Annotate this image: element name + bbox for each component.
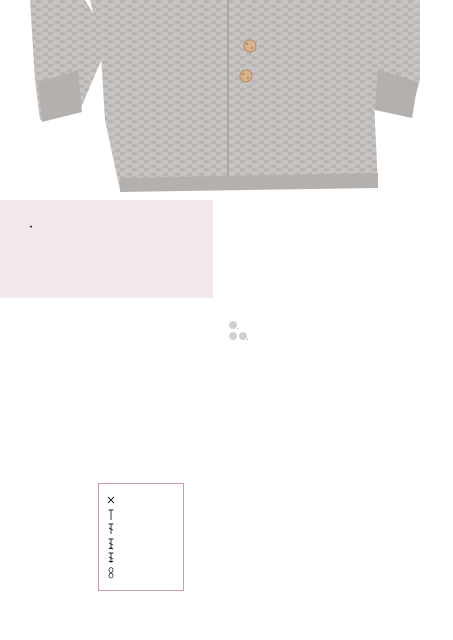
sc-symbol-icon (106, 494, 116, 506)
instructions-intro (229, 237, 443, 239)
materials-box (0, 200, 213, 298)
round-52: . (229, 332, 443, 343)
cardigan-photo (0, 0, 453, 200)
key-row (106, 493, 177, 508)
cardigan-instructions (229, 319, 443, 344)
key-row (106, 566, 177, 581)
bpdc-symbol-icon (106, 552, 116, 564)
symbol-key (98, 483, 184, 591)
stitch-diagram-svg (87, 330, 212, 460)
cardigan-illustration (0, 0, 453, 200)
step-badge (229, 332, 237, 340)
hdc-symbol-icon (106, 509, 116, 521)
crochet-diagram (87, 330, 212, 465)
fpdc-symbol-icon (106, 538, 116, 550)
key-row (106, 551, 177, 566)
step-badge (229, 321, 237, 329)
key-row (106, 522, 177, 537)
tch-symbol-icon (106, 567, 116, 579)
key-row (106, 508, 177, 523)
key-row (106, 537, 177, 552)
dc-symbol-icon (106, 523, 116, 535)
mirror-instruction: . (229, 321, 443, 332)
step-badge (239, 332, 247, 340)
